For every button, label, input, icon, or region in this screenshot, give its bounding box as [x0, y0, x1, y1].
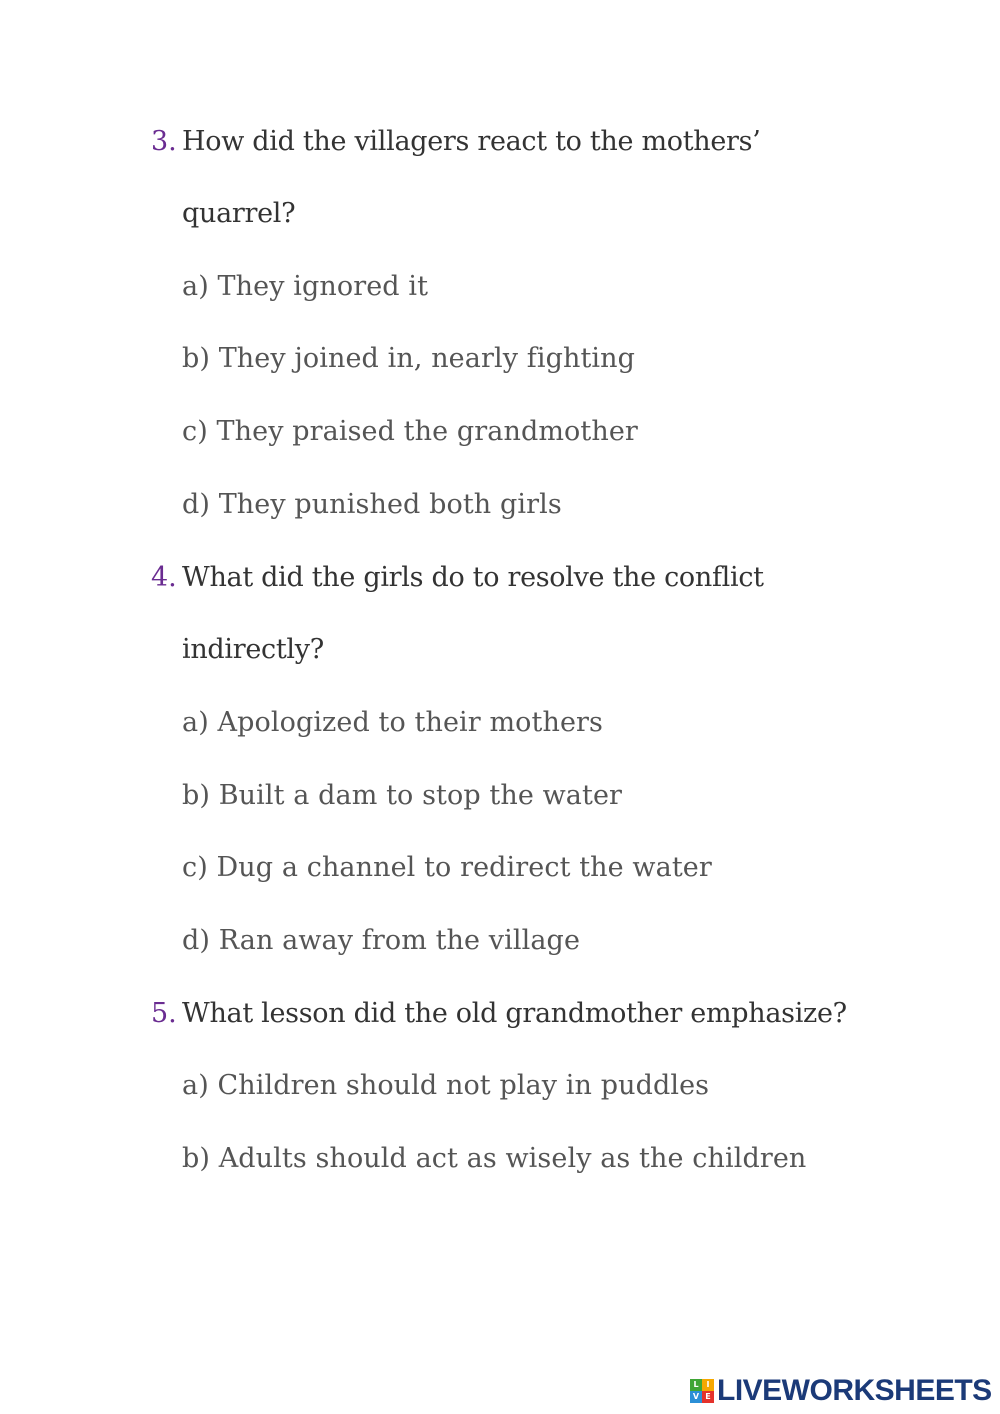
logo-mark-letter: E [702, 1391, 714, 1403]
question-text-line: What lesson did the old grandmother emphasize? [182, 998, 847, 1029]
logo-mark-letter: I [702, 1379, 714, 1391]
question-number: 4. [151, 562, 177, 593]
logo-mark-letter: V [690, 1391, 702, 1403]
answer-option[interactable]: a) Children should not play in puddles [182, 1070, 710, 1101]
answer-option[interactable]: c) Dug a channel to redirect the water [182, 852, 712, 883]
answer-option[interactable]: a) They ignored it [182, 271, 429, 302]
answer-option[interactable]: c) They praised the grandmother [182, 416, 638, 447]
answer-option[interactable]: b) Adults should act as wisely as the children [182, 1143, 807, 1174]
liveworksheets-logo[interactable] [690, 1374, 992, 1408]
question-text-line: quarrel? [182, 198, 296, 229]
question-text-line: How did the villagers react to the mothers’ [182, 126, 761, 157]
question-text-line: indirectly? [182, 634, 324, 665]
logo-mark-letter: L [690, 1379, 702, 1391]
answer-option[interactable]: a) Apologized to their mothers [182, 707, 603, 738]
answer-option[interactable]: b) Built a dam to stop the water [182, 780, 623, 811]
question-number: 3. [151, 126, 177, 157]
answer-option[interactable]: d) They punished both girls [182, 489, 562, 520]
question-text-line: What did the girls do to resolve the conflict [182, 562, 764, 593]
logo-text: LIVEWORKSHEETS [717, 1374, 992, 1407]
question-number: 5. [151, 998, 177, 1029]
liveworksheets-logo-icon [690, 1379, 714, 1403]
answer-option[interactable]: b) They joined in, nearly fighting [182, 343, 635, 374]
answer-option[interactable]: d) Ran away from the village [182, 925, 581, 956]
